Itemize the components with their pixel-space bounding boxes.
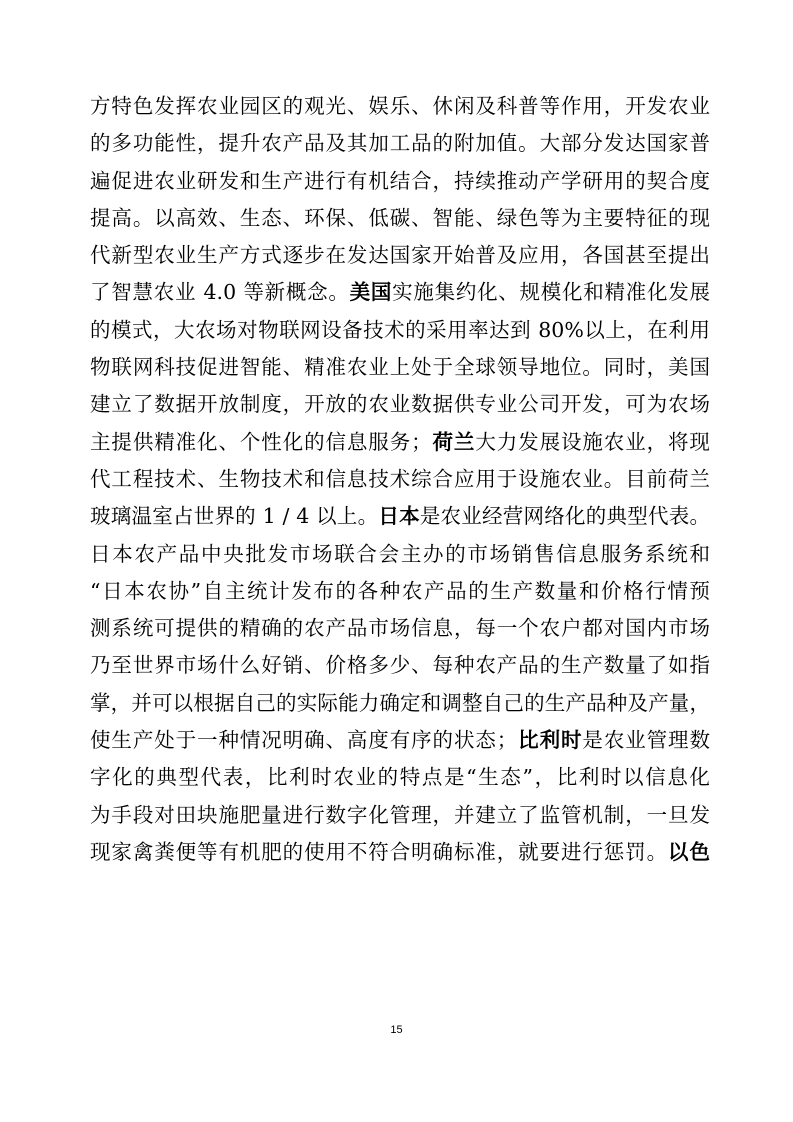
text-segment: 现家禽粪便等有机肥的使用不符合明确标准，就要进行惩罚。 (90, 839, 669, 864)
text-line (90, 163, 710, 200)
text-segment: 方特色发挥农业园区的观光、娱乐、休闲及科普等作用，开发农业 (90, 94, 710, 118)
text-line (90, 573, 710, 610)
bold-country-name: 美国 (349, 280, 393, 305)
page-number: 15 (390, 1024, 403, 1036)
text-line (90, 797, 710, 834)
text-line (90, 200, 710, 237)
text-line (90, 386, 710, 423)
text-line (90, 647, 710, 684)
text-segment: 掌，并可以根据自己的实际能力确定和调整自己的生产品种及产量， (90, 690, 710, 715)
text-line (90, 722, 710, 759)
text-line (90, 312, 710, 349)
text-segment: 的模式，大农场对物联网设备技术的采用率达到 80%以上，在利用 (90, 317, 710, 342)
text-line (90, 759, 710, 796)
text-line (90, 274, 710, 311)
text-line (90, 349, 710, 386)
bold-country-name: 荷兰 (431, 429, 476, 454)
text-segment: 字化的典型代表，比利时农业的特点是“生态”，比利时以信息化 (90, 765, 710, 790)
text-segment: 测系统可提供的精确的农产品市场信息，每一个农户都对国内市场 (90, 616, 710, 641)
text-line (90, 237, 710, 274)
text-line (90, 834, 710, 871)
text-segment: 的多功能性，提升农产品及其加工品的附加值。大部分发达国家普 (90, 131, 710, 156)
text-segment: 日本农产品中央批发市场联合会主办的市场销售信息服务系统和 (90, 541, 710, 566)
text-segment: 实施集约化、规模化和精准化发展 (392, 280, 710, 305)
text-segment: 主提供精准化、个性化的信息服务； (90, 429, 432, 454)
text-line (90, 610, 710, 647)
text-line (90, 498, 710, 535)
text-segment: 建立了数据开放制度，开放的农业数据供专业公司开发，可为农场 (90, 392, 710, 417)
text-segment: 提高。以高效、生态、环保、低碳、智能、绿色等为主要特征的现 (90, 205, 710, 230)
text-segment: 代工程技术、生物技术和信息技术综合应用于设施农业。目前荷兰 (90, 466, 710, 491)
text-line (90, 461, 710, 498)
bold-country-name: 以色 (668, 839, 710, 864)
text-segment: 了智慧农业 4.0 等新概念。 (90, 280, 350, 305)
text-line (90, 424, 710, 461)
text-line (90, 88, 710, 125)
text-line (90, 685, 710, 722)
text-segment: 玻璃温室占世界的 1 / 4 以上。 (90, 504, 379, 529)
text-segment: 遍促进农业研发和生产进行有机结合，持续推动产学研用的契合度 (90, 168, 710, 193)
body-paragraph (90, 88, 710, 871)
text-segment: 物联网科技促进智能、精准农业上处于全球领导地位。同时，美国 (90, 355, 710, 380)
text-segment: 使生产处于一种情况明确、高度有序的状态； (90, 728, 518, 753)
text-segment: 大力发展设施农业，将现 (475, 429, 710, 454)
text-segment: 是农业管理数 (582, 728, 710, 753)
text-segment: 乃至世界市场什么好销、价格多少、每种农产品的生产数量了如指 (90, 653, 710, 678)
text-segment: 是农业经营网络化的典型代表。 (419, 504, 710, 529)
text-segment: 为手段对田块施肥量进行数字化管理，并建立了监管机制，一旦发 (90, 802, 710, 827)
text-segment: 代新型农业生产方式逐步在发达国家开始普及应用，各国甚至提出 (90, 243, 710, 268)
bold-country-name: 日本 (378, 504, 420, 529)
bold-country-name: 比利时 (517, 728, 583, 753)
text-segment: “日本农协”自主统计发布的各种农产品的生产数量和价格行情预 (90, 578, 710, 603)
text-line (90, 125, 710, 162)
text-line (90, 536, 710, 573)
